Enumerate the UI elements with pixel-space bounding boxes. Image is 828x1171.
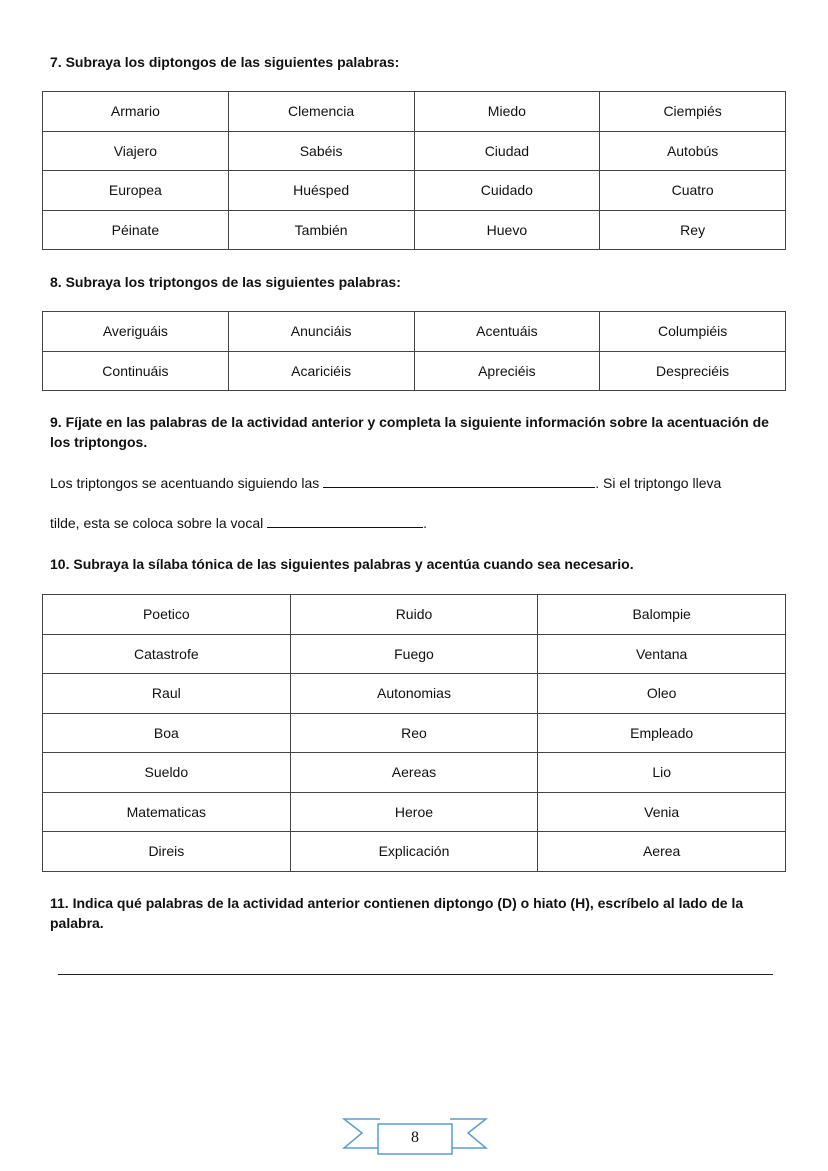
table-row — [43, 92, 786, 132]
word-cell: Reo — [290, 713, 538, 753]
word-cell: Autonomias — [290, 674, 538, 714]
word-cell: Aerea — [538, 832, 786, 872]
table-row — [43, 792, 786, 832]
answer-line[interactable] — [58, 974, 773, 975]
word-cell: Oleo — [538, 674, 786, 714]
word-cell: Matematicas — [43, 792, 291, 832]
word-cell: Averiguáis — [43, 312, 229, 352]
word-cell: Sabéis — [228, 131, 414, 171]
word-cell: Ciempiés — [600, 92, 786, 132]
exercise-10-table — [42, 594, 786, 872]
word-cell: Venia — [538, 792, 786, 832]
word-cell: Apreciéis — [414, 351, 600, 391]
word-cell: Acariciéis — [228, 351, 414, 391]
exercise-10-title: 10. Subraya la sílaba tónica de las siguientes palabras y acentúa cuando sea necesario. — [50, 556, 634, 572]
word-cell: Lio — [538, 753, 786, 793]
word-cell: Armario — [43, 92, 229, 132]
word-cell: Péinate — [43, 210, 229, 250]
word-cell: Europea — [43, 171, 229, 211]
word-cell: Autobús — [600, 131, 786, 171]
word-cell: Direis — [43, 832, 291, 872]
word-cell: Balompie — [538, 595, 786, 635]
word-cell: Ciudad — [414, 131, 600, 171]
word-cell: Heroe — [290, 792, 538, 832]
table-row — [43, 674, 786, 714]
table-row — [43, 753, 786, 793]
table-row — [43, 171, 786, 211]
exercise-11-title: 11. Indica qué palabras de la actividad anterior contienen diptongo (D) o hiato (H), escríbelo al lado de la palabra. — [50, 895, 744, 931]
table-row — [43, 351, 786, 391]
word-cell: Continuáis — [43, 351, 229, 391]
word-cell: Boa — [43, 713, 291, 753]
word-cell: Sueldo — [43, 753, 291, 793]
word-cell: Clemencia — [228, 92, 414, 132]
word-cell: Viajero — [43, 131, 229, 171]
word-cell: Poetico — [43, 595, 291, 635]
word-cell: Columpiéis — [600, 312, 786, 352]
answer-blank-1[interactable] — [323, 473, 595, 488]
word-cell: Miedo — [414, 92, 600, 132]
page-number: 8 — [411, 1129, 419, 1146]
word-cell: Empleado — [538, 713, 786, 753]
exercise-9-line-2 — [50, 513, 427, 533]
line-2-text-b: . — [423, 515, 428, 531]
word-cell: Cuidado — [414, 171, 600, 211]
word-cell: Huésped — [228, 171, 414, 211]
word-cell: Explicación — [290, 832, 538, 872]
table-row — [43, 832, 786, 872]
word-cell: Ventana — [538, 634, 786, 674]
word-cell: Aereas — [290, 753, 538, 793]
word-cell: Ruido — [290, 595, 538, 635]
page-number-ribbon — [340, 1115, 490, 1157]
table-row — [43, 634, 786, 674]
word-cell: Raul — [43, 674, 291, 714]
table-row — [43, 595, 786, 635]
word-cell: Rey — [600, 210, 786, 250]
exercise-9-title: 9. Fíjate en las palabras de la actividad anterior y completa la siguiente información sobre la acentuación de los triptongos. — [50, 414, 769, 450]
line-1-text-a: Los triptongos se acentuando siguiendo las — [50, 475, 320, 491]
answer-blank-2[interactable] — [267, 513, 423, 528]
exercise-8-title: 8. Subraya los triptongos de las siguientes palabras: — [50, 274, 401, 290]
word-cell: Acentuáis — [414, 312, 600, 352]
table-row — [43, 131, 786, 171]
word-cell: Anunciáis — [228, 312, 414, 352]
line-1-text-b: . Si el triptongo lleva — [595, 475, 722, 491]
word-cell: Cuatro — [600, 171, 786, 211]
word-cell: Despreciéis — [600, 351, 786, 391]
word-cell: Catastrofe — [43, 634, 291, 674]
word-cell: Fuego — [290, 634, 538, 674]
line-2-text-a: tilde, esta se coloca sobre la vocal — [50, 515, 264, 531]
exercise-7-table — [42, 91, 786, 250]
table-row — [43, 312, 786, 352]
table-row — [43, 713, 786, 753]
word-cell: Huevo — [414, 210, 600, 250]
exercise-7-title: 7. Subraya los diptongos de las siguientes palabras: — [50, 54, 400, 70]
word-cell: También — [228, 210, 414, 250]
exercise-9-line-1 — [50, 473, 721, 493]
table-row — [43, 210, 786, 250]
exercise-8-table — [42, 311, 786, 391]
